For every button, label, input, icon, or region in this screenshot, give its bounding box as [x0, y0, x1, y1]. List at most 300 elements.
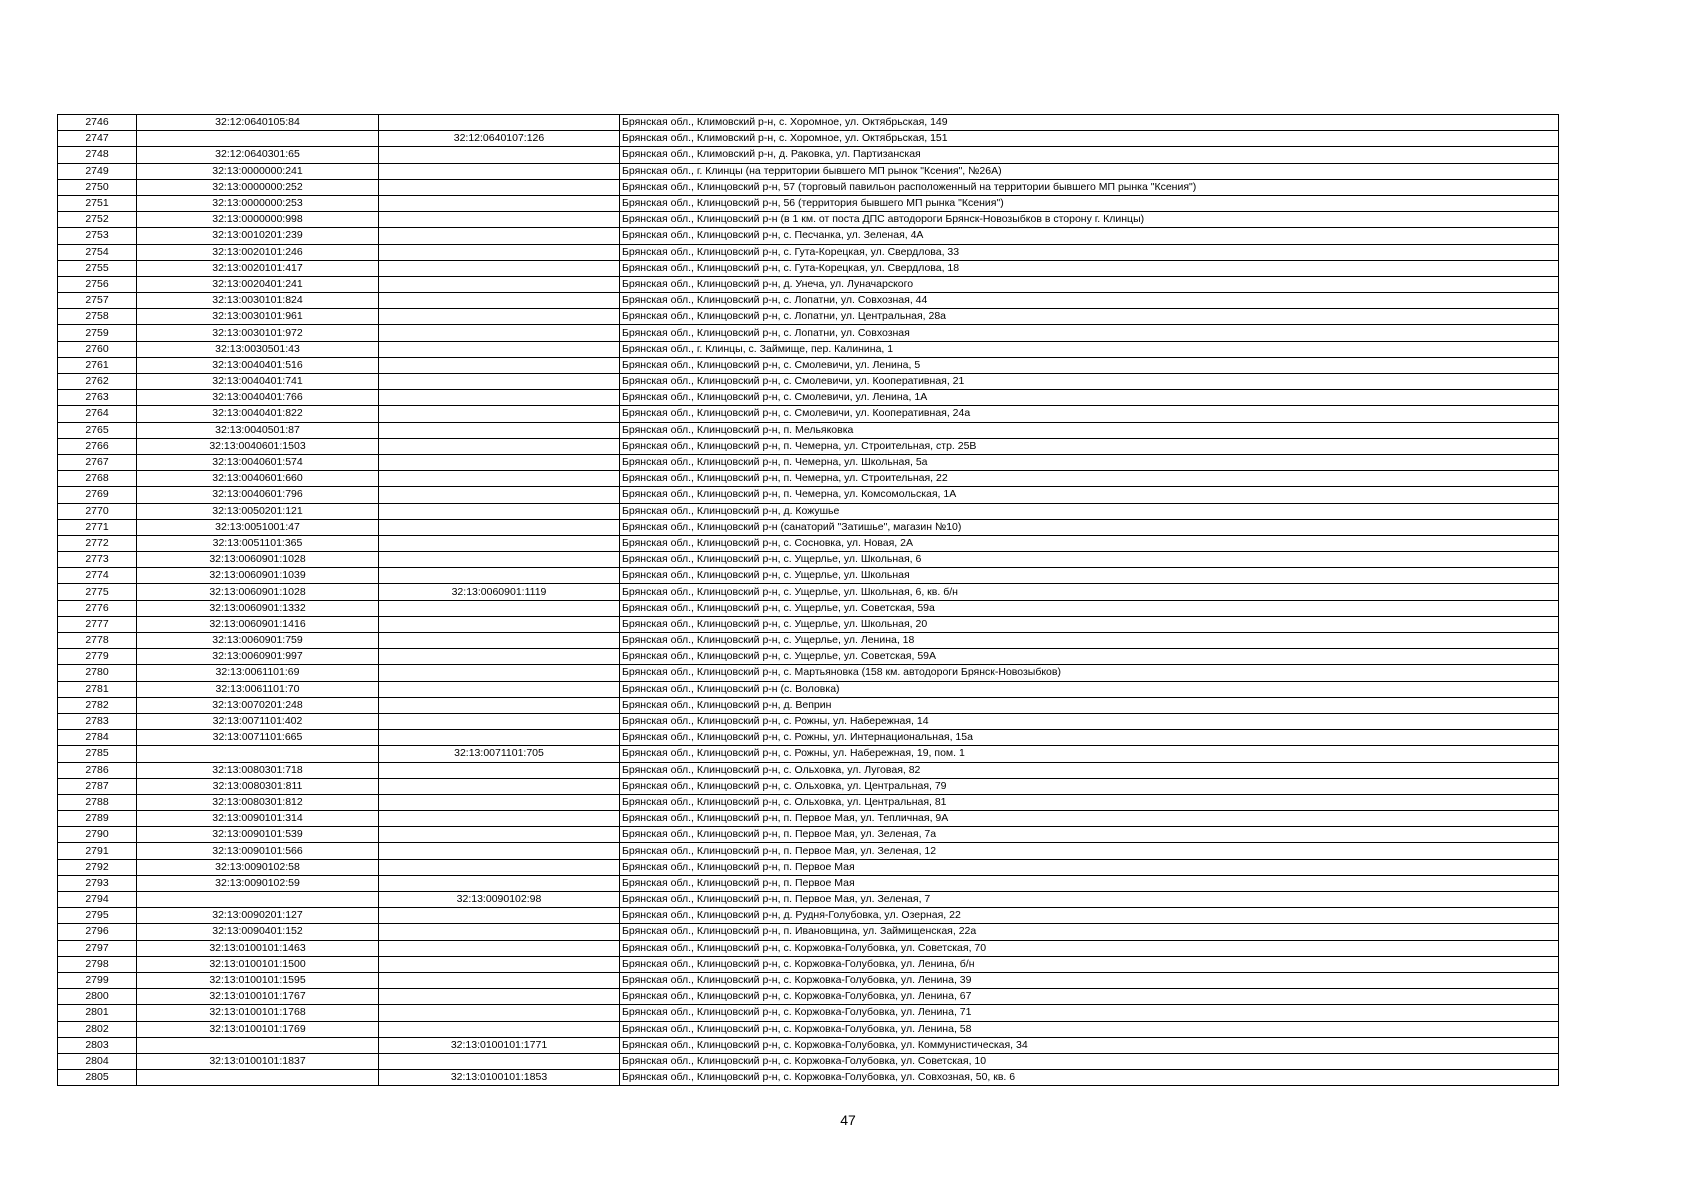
secondary-cadastral-number-cell: 32:13:0100101:1853	[379, 1070, 620, 1086]
row-number-cell: 2795	[58, 908, 137, 924]
table-row	[58, 730, 1559, 746]
secondary-cadastral-number-cell	[379, 859, 620, 875]
cadastral-number-cell: 32:13:0040601:574	[137, 454, 379, 470]
row-number-cell: 2785	[58, 746, 137, 762]
table-row	[58, 503, 1559, 519]
secondary-cadastral-number-cell	[379, 147, 620, 163]
cadastral-number-cell: 32:13:0040601:1503	[137, 438, 379, 454]
row-number-cell: 2756	[58, 276, 137, 292]
table-row	[58, 487, 1559, 503]
table-row	[58, 892, 1559, 908]
table-row	[58, 438, 1559, 454]
table-row	[58, 1005, 1559, 1021]
cadastral-number-cell: 32:13:0090201:127	[137, 908, 379, 924]
secondary-cadastral-number-cell	[379, 260, 620, 276]
cadastral-number-cell: 32:13:0030101:972	[137, 325, 379, 341]
table-row	[58, 228, 1559, 244]
row-number-cell: 2772	[58, 535, 137, 551]
row-number-cell: 2774	[58, 568, 137, 584]
address-cell: Брянская обл., Клинцовский р-н, с. Лопатни, ул. Совхозная	[620, 325, 1559, 341]
cadastral-number-cell: 32:13:0050201:121	[137, 503, 379, 519]
secondary-cadastral-number-cell	[379, 228, 620, 244]
address-cell: Брянская обл., Клинцовский р-н, с. Коржовка-Голубовка, ул. Советская, 10	[620, 1053, 1559, 1069]
row-number-cell: 2786	[58, 762, 137, 778]
secondary-cadastral-number-cell	[379, 422, 620, 438]
address-cell: Брянская обл., Клинцовский р-н, с. Ущерлье, ул. Советская, 59А	[620, 649, 1559, 665]
table-row	[58, 131, 1559, 147]
secondary-cadastral-number-cell: 32:13:0090102:98	[379, 892, 620, 908]
row-number-cell: 2760	[58, 341, 137, 357]
table-row	[58, 357, 1559, 373]
secondary-cadastral-number-cell	[379, 212, 620, 228]
address-cell: Брянская обл., Клинцовский р-н, с. Коржовка-Голубовка, ул. Ленина, б/н	[620, 956, 1559, 972]
row-number-cell: 2767	[58, 454, 137, 470]
address-cell: Брянская обл., Клинцовский р-н, с. Ущерлье, ул. Школьная	[620, 568, 1559, 584]
cadastral-number-cell: 32:13:0040501:87	[137, 422, 379, 438]
table-row	[58, 924, 1559, 940]
table-row	[58, 778, 1559, 794]
cadastral-number-cell: 32:13:0071101:402	[137, 713, 379, 729]
secondary-cadastral-number-cell	[379, 697, 620, 713]
table-row	[58, 713, 1559, 729]
table-row	[58, 1021, 1559, 1037]
address-cell: Брянская обл., Клинцовский р-н, п. Чемерна, ул. Строительная, стр. 25В	[620, 438, 1559, 454]
row-number-cell: 2779	[58, 649, 137, 665]
cadastral-number-cell: 32:13:0060901:759	[137, 633, 379, 649]
secondary-cadastral-number-cell	[379, 163, 620, 179]
address-cell: Брянская обл., Клинцовский р-н, с. Лопатни, ул. Совхозная, 44	[620, 293, 1559, 309]
cadastral-number-cell: 32:13:0010201:239	[137, 228, 379, 244]
cadastral-number-cell: 32:13:0100101:1768	[137, 1005, 379, 1021]
secondary-cadastral-number-cell	[379, 762, 620, 778]
address-cell: Брянская обл., Клинцовский р-н, с. Гута-Корецкая, ул. Свердлова, 33	[620, 244, 1559, 260]
table-row	[58, 179, 1559, 195]
address-cell: Брянская обл., Клинцовский р-н, д. Веприн	[620, 697, 1559, 713]
address-cell: Брянская обл., Клинцовский р-н, п. Первое Мая, ул. Зеленая, 7	[620, 892, 1559, 908]
table-row	[58, 422, 1559, 438]
cadastral-number-cell: 32:13:0080301:812	[137, 794, 379, 810]
address-cell: Брянская обл., Клинцовский р-н, с. Ущерлье, ул. Школьная, 20	[620, 616, 1559, 632]
table-row	[58, 584, 1559, 600]
address-cell: Брянская обл., Клинцовский р-н, с. Лопатни, ул. Центральная, 28а	[620, 309, 1559, 325]
cadastral-number-cell: 32:13:0080301:811	[137, 778, 379, 794]
cadastral-number-cell: 32:13:0090102:59	[137, 875, 379, 891]
cadastral-number-cell	[137, 131, 379, 147]
cadastral-number-cell: 32:13:0100101:1595	[137, 972, 379, 988]
address-cell: Брянская обл., Клинцовский р-н, д. Унеча, ул. Луначарского	[620, 276, 1559, 292]
table-row	[58, 989, 1559, 1005]
table-row	[58, 163, 1559, 179]
cadastral-number-cell: 32:13:0090101:566	[137, 843, 379, 859]
address-cell: Брянская обл., Клинцовский р-н, с. Ущерлье, ул. Ленина, 18	[620, 633, 1559, 649]
table-row	[58, 454, 1559, 470]
row-number-cell: 2790	[58, 827, 137, 843]
table-row	[58, 535, 1559, 551]
table-row	[58, 260, 1559, 276]
secondary-cadastral-number-cell	[379, 681, 620, 697]
cadastral-number-cell: 32:13:0071101:665	[137, 730, 379, 746]
row-number-cell: 2752	[58, 212, 137, 228]
row-number-cell: 2764	[58, 406, 137, 422]
cadastral-number-cell: 32:13:0051101:365	[137, 535, 379, 551]
table-row	[58, 875, 1559, 891]
cadastral-number-cell: 32:13:0090401:152	[137, 924, 379, 940]
address-cell: Брянская обл., Клинцовский р-н, с. Смолевичи, ул. Ленина, 1А	[620, 390, 1559, 406]
address-cell: Брянская обл., Клинцовский р-н, п. Чемерна, ул. Школьная, 5а	[620, 454, 1559, 470]
row-number-cell: 2803	[58, 1037, 137, 1053]
address-cell: Брянская обл., Клинцовский р-н, 57 (торговый павильон расположенный на территории бывшего МП рынка "Ксения")	[620, 179, 1559, 195]
row-number-cell: 2802	[58, 1021, 137, 1037]
cadastral-number-cell: 32:13:0060901:997	[137, 649, 379, 665]
secondary-cadastral-number-cell	[379, 940, 620, 956]
table-row	[58, 746, 1559, 762]
secondary-cadastral-number-cell	[379, 778, 620, 794]
secondary-cadastral-number-cell	[379, 325, 620, 341]
row-number-cell: 2753	[58, 228, 137, 244]
address-cell: Брянская обл., Клинцовский р-н, с. Коржовка-Голубовка, ул. Совхозная, 50, кв. 6	[620, 1070, 1559, 1086]
cadastral-number-cell: 32:13:0060901:1028	[137, 584, 379, 600]
secondary-cadastral-number-cell	[379, 406, 620, 422]
table-row	[58, 956, 1559, 972]
row-number-cell: 2762	[58, 374, 137, 390]
cadastral-number-cell: 32:13:0000000:998	[137, 212, 379, 228]
cadastral-number-cell: 32:13:0100101:1769	[137, 1021, 379, 1037]
secondary-cadastral-number-cell	[379, 552, 620, 568]
table-row	[58, 406, 1559, 422]
table-row	[58, 115, 1559, 131]
cadastral-number-cell: 32:12:0640301:65	[137, 147, 379, 163]
cadastral-number-cell: 32:13:0090102:58	[137, 859, 379, 875]
table-row	[58, 794, 1559, 810]
address-cell: Брянская обл., Клинцовский р-н, с. Коржовка-Голубовка, ул. Ленина, 39	[620, 972, 1559, 988]
table-row	[58, 374, 1559, 390]
secondary-cadastral-number-cell	[379, 276, 620, 292]
address-cell: Брянская обл., Клинцовский р-н, с. Ольховка, ул. Луговая, 82	[620, 762, 1559, 778]
secondary-cadastral-number-cell	[379, 244, 620, 260]
row-number-cell: 2792	[58, 859, 137, 875]
secondary-cadastral-number-cell	[379, 195, 620, 211]
address-cell: Брянская обл., Клинцовский р-н (в 1 км. от поста ДПС автодороги Брянск-Новозыбков в сторону г. Клинцы)	[620, 212, 1559, 228]
row-number-cell: 2771	[58, 519, 137, 535]
address-cell: Брянская обл., Клинцовский р-н (с. Воловка)	[620, 681, 1559, 697]
address-cell: Брянская обл., Клинцовский р-н, с. Смолевичи, ул. Ленина, 5	[620, 357, 1559, 373]
table-row	[58, 244, 1559, 260]
address-cell: Брянская обл., Клинцовский р-н, с. Коржовка-Голубовка, ул. Советская, 70	[620, 940, 1559, 956]
table-row	[58, 341, 1559, 357]
secondary-cadastral-number-cell	[379, 341, 620, 357]
cadastral-number-cell: 32:13:0100101:1463	[137, 940, 379, 956]
address-cell: Брянская обл., Клинцовский р-н, с. Коржовка-Голубовка, ул. Ленина, 71	[620, 1005, 1559, 1021]
cadastral-number-cell	[137, 746, 379, 762]
address-cell: Брянская обл., Клинцовский р-н, п. Мельяковка	[620, 422, 1559, 438]
address-cell: Брянская обл., Клинцовский р-н, п. Первое Мая, ул. Тепличная, 9А	[620, 811, 1559, 827]
secondary-cadastral-number-cell	[379, 390, 620, 406]
row-number-cell: 2763	[58, 390, 137, 406]
row-number-cell: 2784	[58, 730, 137, 746]
cadastral-number-cell: 32:13:0061101:69	[137, 665, 379, 681]
table-row	[58, 519, 1559, 535]
row-number-cell: 2747	[58, 131, 137, 147]
secondary-cadastral-number-cell: 32:13:0060901:1119	[379, 584, 620, 600]
cadastral-number-cell: 32:13:0030501:43	[137, 341, 379, 357]
address-cell: Брянская обл., Клинцовский р-н, д. Рудня-Голубовка, ул. Озерная, 22	[620, 908, 1559, 924]
row-number-cell: 2770	[58, 503, 137, 519]
table-row	[58, 1053, 1559, 1069]
row-number-cell: 2787	[58, 778, 137, 794]
cadastral-number-cell: 32:13:0060901:1416	[137, 616, 379, 632]
table-row	[58, 972, 1559, 988]
row-number-cell: 2749	[58, 163, 137, 179]
table-row	[58, 665, 1559, 681]
address-cell: Брянская обл., г. Клинцы, с. Займище, пер. Калинина, 1	[620, 341, 1559, 357]
address-cell: Брянская обл., Клинцовский р-н, с. Мартьяновка (158 км. автодороги Брянск-Новозыбков)	[620, 665, 1559, 681]
row-number-cell: 2755	[58, 260, 137, 276]
address-cell: Брянская обл., Клинцовский р-н, с. Коржовка-Голубовка, ул. Ленина, 67	[620, 989, 1559, 1005]
cadastral-number-cell: 32:13:0061101:70	[137, 681, 379, 697]
address-cell: Брянская обл., Клинцовский р-н, п. Первое Мая, ул. Зеленая, 7а	[620, 827, 1559, 843]
cadastral-number-cell: 32:13:0100101:1767	[137, 989, 379, 1005]
address-cell: Брянская обл., Клинцовский р-н, п. Первое Мая, ул. Зеленая, 12	[620, 843, 1559, 859]
row-number-cell: 2773	[58, 552, 137, 568]
row-number-cell: 2801	[58, 1005, 137, 1021]
cadastral-number-cell: 32:13:0100101:1500	[137, 956, 379, 972]
secondary-cadastral-number-cell	[379, 1005, 620, 1021]
secondary-cadastral-number-cell	[379, 1021, 620, 1037]
secondary-cadastral-number-cell	[379, 649, 620, 665]
secondary-cadastral-number-cell: 32:12:0640107:126	[379, 131, 620, 147]
row-number-cell: 2765	[58, 422, 137, 438]
row-number-cell: 2794	[58, 892, 137, 908]
address-cell: Брянская обл., Клинцовский р-н, с. Ущерлье, ул. Школьная, 6	[620, 552, 1559, 568]
table-row	[58, 293, 1559, 309]
secondary-cadastral-number-cell	[379, 794, 620, 810]
table-row	[58, 325, 1559, 341]
cadastral-number-cell: 32:13:0040601:660	[137, 471, 379, 487]
secondary-cadastral-number-cell	[379, 843, 620, 859]
registry-table	[57, 114, 1559, 1086]
row-number-cell: 2791	[58, 843, 137, 859]
secondary-cadastral-number-cell	[379, 827, 620, 843]
address-cell: Брянская обл., Клинцовский р-н, с. Коржовка-Голубовка, ул. Ленина, 58	[620, 1021, 1559, 1037]
cadastral-number-cell: 32:13:0040401:516	[137, 357, 379, 373]
cadastral-number-cell: 32:13:0000000:241	[137, 163, 379, 179]
address-cell: Брянская обл., Клинцовский р-н, с. Ольховка, ул. Центральная, 79	[620, 778, 1559, 794]
secondary-cadastral-number-cell	[379, 908, 620, 924]
cadastral-number-cell: 32:13:0040401:741	[137, 374, 379, 390]
cadastral-number-cell: 32:12:0640105:84	[137, 115, 379, 131]
table-row	[58, 859, 1559, 875]
address-cell: Брянская обл., Клинцовский р-н, с. Ущерлье, ул. Советская, 59а	[620, 600, 1559, 616]
cadastral-number-cell: 32:13:0020401:241	[137, 276, 379, 292]
table-row	[58, 811, 1559, 827]
row-number-cell: 2776	[58, 600, 137, 616]
cadastral-number-cell: 32:13:0090101:314	[137, 811, 379, 827]
cadastral-number-cell: 32:13:0000000:253	[137, 195, 379, 211]
secondary-cadastral-number-cell	[379, 600, 620, 616]
row-number-cell: 2799	[58, 972, 137, 988]
table-row	[58, 762, 1559, 778]
secondary-cadastral-number-cell	[379, 633, 620, 649]
cadastral-number-cell: 32:13:0030101:824	[137, 293, 379, 309]
table-row	[58, 697, 1559, 713]
secondary-cadastral-number-cell	[379, 616, 620, 632]
table-row	[58, 940, 1559, 956]
row-number-cell: 2781	[58, 681, 137, 697]
cadastral-number-cell: 32:13:0060901:1028	[137, 552, 379, 568]
row-number-cell: 2777	[58, 616, 137, 632]
secondary-cadastral-number-cell	[379, 519, 620, 535]
address-cell: Брянская обл., Климовский р-н, с. Хоромное, ул. Октябрьская, 149	[620, 115, 1559, 131]
address-cell: Брянская обл., Клинцовский р-н, с. Рожны, ул. Набережная, 14	[620, 713, 1559, 729]
secondary-cadastral-number-cell: 32:13:0071101:705	[379, 746, 620, 762]
table-row	[58, 147, 1559, 163]
row-number-cell: 2796	[58, 924, 137, 940]
row-number-cell: 2775	[58, 584, 137, 600]
cadastral-number-cell: 32:13:0080301:718	[137, 762, 379, 778]
secondary-cadastral-number-cell	[379, 471, 620, 487]
row-number-cell: 2758	[58, 309, 137, 325]
table-row	[58, 681, 1559, 697]
table-row	[58, 552, 1559, 568]
address-cell: Брянская обл., Клинцовский р-н, п. Ивановщина, ул. Займищенская, 22а	[620, 924, 1559, 940]
cadastral-number-cell: 32:13:0060901:1039	[137, 568, 379, 584]
table-row	[58, 633, 1559, 649]
address-cell: Брянская обл., Климовский р-н, д. Раковка, ул. Партизанская	[620, 147, 1559, 163]
cadastral-number-cell: 32:13:0000000:252	[137, 179, 379, 195]
table-row	[58, 390, 1559, 406]
address-cell: Брянская обл., Клинцовский р-н, с. Смолевичи, ул. Кооперативная, 21	[620, 374, 1559, 390]
row-number-cell: 2789	[58, 811, 137, 827]
row-number-cell: 2783	[58, 713, 137, 729]
cadastral-number-cell: 32:13:0060901:1332	[137, 600, 379, 616]
secondary-cadastral-number-cell	[379, 665, 620, 681]
secondary-cadastral-number-cell	[379, 438, 620, 454]
row-number-cell: 2768	[58, 471, 137, 487]
address-cell: Брянская обл., Клинцовский р-н, 56 (территория бывшего МП рынка "Ксения")	[620, 195, 1559, 211]
address-cell: Брянская обл., Клинцовский р-н, с. Песчанка, ул. Зеленая, 4А	[620, 228, 1559, 244]
secondary-cadastral-number-cell	[379, 374, 620, 390]
secondary-cadastral-number-cell	[379, 115, 620, 131]
secondary-cadastral-number-cell	[379, 309, 620, 325]
address-cell: Брянская обл., Клинцовский р-н, с. Ольховка, ул. Центральная, 81	[620, 794, 1559, 810]
secondary-cadastral-number-cell	[379, 730, 620, 746]
row-number-cell: 2782	[58, 697, 137, 713]
row-number-cell: 2778	[58, 633, 137, 649]
row-number-cell: 2746	[58, 115, 137, 131]
secondary-cadastral-number-cell	[379, 487, 620, 503]
cadastral-number-cell	[137, 1037, 379, 1053]
secondary-cadastral-number-cell	[379, 713, 620, 729]
cadastral-number-cell: 32:13:0020101:417	[137, 260, 379, 276]
table-row	[58, 616, 1559, 632]
secondary-cadastral-number-cell	[379, 293, 620, 309]
table-row	[58, 1037, 1559, 1053]
cadastral-number-cell: 32:13:0100101:1837	[137, 1053, 379, 1069]
secondary-cadastral-number-cell	[379, 454, 620, 470]
address-cell: Брянская обл., г. Клинцы (на территории бывшего МП рынок "Ксения", №26А)	[620, 163, 1559, 179]
row-number-cell: 2800	[58, 989, 137, 1005]
secondary-cadastral-number-cell	[379, 535, 620, 551]
table-row	[58, 908, 1559, 924]
table-row	[58, 195, 1559, 211]
secondary-cadastral-number-cell	[379, 989, 620, 1005]
cadastral-number-cell	[137, 1070, 379, 1086]
row-number-cell: 2788	[58, 794, 137, 810]
row-number-cell: 2750	[58, 179, 137, 195]
address-cell: Брянская обл., Климовский р-н, с. Хоромное, ул. Октябрьская, 151	[620, 131, 1559, 147]
table-row	[58, 212, 1559, 228]
secondary-cadastral-number-cell	[379, 568, 620, 584]
secondary-cadastral-number-cell	[379, 956, 620, 972]
address-cell: Брянская обл., Клинцовский р-н, с. Коржовка-Голубовка, ул. Коммунистическая, 34	[620, 1037, 1559, 1053]
address-cell: Брянская обл., Клинцовский р-н, п. Первое Мая	[620, 875, 1559, 891]
cadastral-number-cell: 32:13:0040601:796	[137, 487, 379, 503]
row-number-cell: 2751	[58, 195, 137, 211]
table-row	[58, 471, 1559, 487]
table-row	[58, 309, 1559, 325]
address-cell: Брянская обл., Клинцовский р-н, д. Кожушье	[620, 503, 1559, 519]
table-row	[58, 568, 1559, 584]
secondary-cadastral-number-cell	[379, 357, 620, 373]
row-number-cell: 2805	[58, 1070, 137, 1086]
cadastral-number-cell: 32:13:0090101:539	[137, 827, 379, 843]
table-row	[58, 276, 1559, 292]
row-number-cell: 2769	[58, 487, 137, 503]
secondary-cadastral-number-cell	[379, 875, 620, 891]
secondary-cadastral-number-cell	[379, 1053, 620, 1069]
row-number-cell: 2804	[58, 1053, 137, 1069]
table-row	[58, 600, 1559, 616]
cadastral-number-cell: 32:13:0040401:766	[137, 390, 379, 406]
address-cell: Брянская обл., Клинцовский р-н (санаторий "Затишье", магазин №10)	[620, 519, 1559, 535]
registry-table-body	[58, 115, 1559, 1086]
cadastral-number-cell	[137, 892, 379, 908]
address-cell: Брянская обл., Клинцовский р-н, п. Чемерна, ул. Строительная, 22	[620, 471, 1559, 487]
secondary-cadastral-number-cell: 32:13:0100101:1771	[379, 1037, 620, 1053]
address-cell: Брянская обл., Клинцовский р-н, с. Сосновка, ул. Новая, 2А	[620, 535, 1559, 551]
cadastral-number-cell: 32:13:0040401:822	[137, 406, 379, 422]
address-cell: Брянская обл., Клинцовский р-н, с. Ущерлье, ул. Школьная, 6, кв. б/н	[620, 584, 1559, 600]
secondary-cadastral-number-cell	[379, 179, 620, 195]
address-cell: Брянская обл., Клинцовский р-н, с. Рожны, ул. Интернациональная, 15а	[620, 730, 1559, 746]
secondary-cadastral-number-cell	[379, 924, 620, 940]
secondary-cadastral-number-cell	[379, 503, 620, 519]
row-number-cell: 2748	[58, 147, 137, 163]
table-row	[58, 843, 1559, 859]
table-row	[58, 827, 1559, 843]
address-cell: Брянская обл., Клинцовский р-н, с. Рожны, ул. Набережная, 19, пом. 1	[620, 746, 1559, 762]
row-number-cell: 2798	[58, 956, 137, 972]
address-cell: Брянская обл., Клинцовский р-н, п. Чемерна, ул. Комсомольская, 1А	[620, 487, 1559, 503]
cadastral-number-cell: 32:13:0020101:246	[137, 244, 379, 260]
secondary-cadastral-number-cell	[379, 811, 620, 827]
row-number-cell: 2797	[58, 940, 137, 956]
cadastral-number-cell: 32:13:0070201:248	[137, 697, 379, 713]
address-cell: Брянская обл., Клинцовский р-н, с. Гута-Корецкая, ул. Свердлова, 18	[620, 260, 1559, 276]
table-row	[58, 1070, 1559, 1086]
cadastral-number-cell: 32:13:0051001:47	[137, 519, 379, 535]
row-number-cell: 2761	[58, 357, 137, 373]
secondary-cadastral-number-cell	[379, 972, 620, 988]
row-number-cell: 2780	[58, 665, 137, 681]
address-cell: Брянская обл., Клинцовский р-н, п. Первое Мая	[620, 859, 1559, 875]
row-number-cell: 2766	[58, 438, 137, 454]
page-number: 47	[840, 1112, 856, 1128]
row-number-cell: 2757	[58, 293, 137, 309]
row-number-cell: 2754	[58, 244, 137, 260]
address-cell: Брянская обл., Клинцовский р-н, с. Смолевичи, ул. Кооперативная, 24а	[620, 406, 1559, 422]
table-row	[58, 649, 1559, 665]
